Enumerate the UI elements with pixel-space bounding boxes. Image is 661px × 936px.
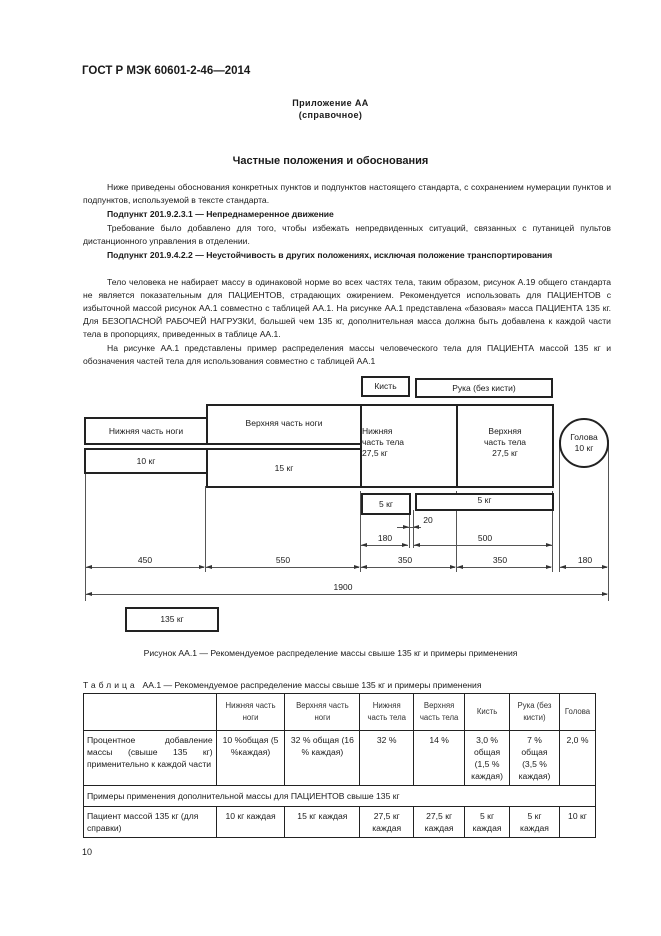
header-cell: Верхняя часть ноги — [285, 694, 360, 731]
arrow-icon — [361, 565, 367, 569]
arrow-icon — [402, 543, 408, 547]
arrow-icon — [361, 543, 367, 547]
upper-leg-mass: 15 кг — [274, 462, 294, 473]
page-number: 10 — [82, 847, 93, 857]
arrow-icon — [86, 565, 92, 569]
dim-line-upper-body — [457, 567, 551, 568]
hand-label: Кисть — [374, 381, 397, 391]
table-cell: 3,0 % общая (1,5 % каждая) — [465, 731, 510, 786]
ext-line — [409, 510, 410, 548]
table-row — [84, 731, 596, 786]
mass-distribution-table — [83, 693, 596, 838]
upper-leg-label: Верхняя часть ноги — [245, 418, 323, 428]
arm-mass-box — [415, 493, 554, 511]
arrow-icon — [413, 525, 419, 529]
head-label: Голова — [570, 432, 598, 442]
subclause-1-heading-text: Подпункт 201.9.2.3.1 — Непреднамеренное движение — [107, 209, 334, 219]
table-header-row — [84, 694, 596, 731]
subclause-2-text-2 — [83, 342, 611, 368]
section-title: Частные положения и обоснования — [232, 155, 429, 167]
figure-caption: Рисунок АА.1 — Рекомендуемое распределение массы свыше 135 кг и примеры применения — [143, 648, 518, 658]
upper-body-mass: 27,5 кг — [492, 448, 518, 458]
arrow-icon — [414, 543, 420, 547]
ext-line — [205, 486, 206, 572]
table-cell: 10 кг каждая — [216, 807, 285, 838]
table-caption — [83, 680, 481, 690]
head-mass: 10 кг — [574, 443, 594, 453]
table-span-row — [84, 786, 596, 807]
table-row — [84, 807, 596, 838]
table-cell: 32 % — [360, 731, 414, 786]
table-caption-text: АА.1 — Рекомендуемое распределение массы свыше 135 кг и примеры применения — [142, 680, 482, 690]
table-cell: 5 кг каждая — [510, 807, 560, 838]
lower-body-label: часть тела — [362, 437, 405, 447]
table-caption-prefix: Таблица — [83, 680, 138, 690]
annex-subtitle: (справочное) — [298, 110, 363, 120]
subclause-1-body: Требование было добавлено для того, чтобы избежать непредвиденных ситуаций, связанных с путаницей пультов дистанционного управления в отделении. — [83, 223, 611, 246]
subclause-2-heading — [83, 249, 611, 262]
arrow-icon — [560, 565, 566, 569]
arm-label: Рука (без кисти) — [452, 382, 516, 393]
dim-line-lower-leg — [86, 567, 204, 568]
lower-leg-box — [84, 417, 208, 445]
arrow-icon — [457, 565, 463, 569]
header-cell: Голова — [559, 694, 595, 731]
header-cell — [84, 694, 217, 731]
total-mass: 135 кг — [160, 614, 184, 624]
hand-mass-box — [361, 493, 411, 515]
arrow-icon — [206, 565, 212, 569]
dim-line-lower-body — [361, 567, 455, 568]
dim-line-total — [86, 594, 607, 595]
lower-leg-mass-box — [84, 448, 208, 474]
dim-total: 1900 — [333, 582, 353, 592]
arrow-icon — [199, 565, 205, 569]
subclause-2-body-1: Тело человека не набирает массу в одинаковой норме во всех частях тела, таким образом, рисунок А.19 общего стандарта не является показательным для ПАЦИЕНТОВ, страдающих ожирением. Рекомендуется использовать для ПАЦИЕНТОВ с избыточной массой рисунок АА.1 совместно с таблицей АА.1. На рисунке АА.1 представлена «базовая» масса ПАЦИЕНТА 135 кг. Для БЕЗОПАСНОЙ РАБОЧЕЙ НАГРУЗКИ, большей чем 135 кг, дополнительная масса должна быть добавлена к каждой части тела в пропорциях, приведенных в таблице АА.1. — [83, 277, 611, 339]
table-cell: 10 кг — [559, 807, 595, 838]
subclause-1-text — [83, 222, 611, 248]
lower-leg-mass: 10 кг — [136, 455, 156, 466]
arrow-icon — [602, 592, 608, 596]
ext-line — [608, 440, 609, 601]
lower-body-label: Нижняя — [362, 426, 393, 436]
table-cell: 2,0 % — [559, 731, 595, 786]
dim-upper-leg: 550 — [275, 555, 291, 565]
lower-body-mass: 27,5 кг — [362, 448, 388, 458]
table-cell: 27,5 кг каждая — [360, 807, 414, 838]
arrow-icon — [546, 565, 552, 569]
header-cell: Нижняя часть тела — [360, 694, 414, 731]
arm-mass: 5 кг — [477, 495, 492, 505]
arrow-icon — [546, 543, 552, 547]
header-cell: Кисть — [465, 694, 510, 731]
dim-upper-body: 350 — [492, 555, 508, 565]
lower-body-box — [360, 404, 458, 488]
table-cell: Пациент массой 135 кг (для справки) — [84, 807, 217, 838]
header-cell: Рука (без кисти) — [510, 694, 560, 731]
arrow-icon — [602, 565, 608, 569]
dim-hand: 180 — [377, 533, 393, 543]
upper-body-box — [456, 404, 554, 488]
dim-lower-leg: 450 — [137, 555, 153, 565]
intro-text: Ниже приведены обоснования конкретных пунктов и подпунктов настоящего стандарта, с сохранением нумерации пунктов и подпунктов, используемой в тексте стандарта. — [83, 182, 611, 205]
upper-leg-mass-box — [206, 448, 362, 488]
dim-line-head — [560, 567, 607, 568]
dim-head: 180 — [577, 555, 593, 565]
arrow-icon — [86, 592, 92, 596]
document-header: ГОСТ Р МЭК 60601-2-46—2014 — [82, 65, 251, 77]
head-circle — [559, 418, 609, 468]
upper-body-label: часть тела — [483, 437, 527, 447]
dim-line-upper-leg — [206, 567, 359, 568]
dim-line-hand — [361, 545, 408, 546]
table-cell: 5 кг каждая — [465, 807, 510, 838]
subclause-2-heading-text: Подпункт 201.9.4.2.2 — Неустойчивость в других положениях, исключая положение транспортирования — [107, 250, 553, 260]
annex-title: Приложение АА — [292, 98, 369, 108]
arm-label-box — [415, 378, 553, 398]
total-mass-box — [125, 607, 219, 632]
hand-label-box — [361, 376, 410, 397]
dim-line-arm — [414, 545, 552, 546]
header-cell: Нижняя часть ноги — [216, 694, 285, 731]
ext-line — [85, 473, 86, 601]
table-cell: 27,5 кг каждая — [414, 807, 465, 838]
subclause-2-body-2: На рисунке АА.1 представлены пример распределения массы человеческого тела для ПАЦИЕНТА массой 135 кг и обозначения частей тела для использования совместно с таблицей АА.1 — [83, 343, 611, 366]
table-cell: 15 кг каждая — [285, 807, 360, 838]
upper-leg-box — [206, 404, 362, 445]
header-cell: Верхняя часть тела — [414, 694, 465, 731]
arrow-icon — [354, 565, 360, 569]
table-cell: 10 %общая (5 %каждая) — [216, 731, 285, 786]
dim-arm: 500 — [477, 533, 493, 543]
lower-leg-label: Нижняя часть ноги — [108, 425, 184, 436]
intro-paragraph — [83, 181, 611, 207]
table-cell: 14 % — [414, 731, 465, 786]
upper-body-label: Верхняя — [488, 426, 522, 436]
arrow-icon — [403, 525, 409, 529]
table-cell: Процентное добавление массы (свыше 135 кг) применительно к каждой части — [84, 731, 217, 786]
table-span-cell: Примеры применения дополнительной массы для ПАЦИЕНТОВ свыше 135 кг — [84, 786, 596, 807]
table-cell: 7 % общая (3,5 % каждая) — [510, 731, 560, 786]
subclause-1-heading — [83, 208, 611, 221]
subclause-2-text-1 — [83, 276, 611, 341]
ext-line — [559, 440, 560, 572]
dim-gap: 20 — [423, 515, 433, 525]
table-cell: 32 % общая (16 % каждая) — [285, 731, 360, 786]
arrow-icon — [450, 565, 456, 569]
dim-lower-body: 350 — [397, 555, 413, 565]
hand-mass: 5 кг — [379, 498, 393, 509]
